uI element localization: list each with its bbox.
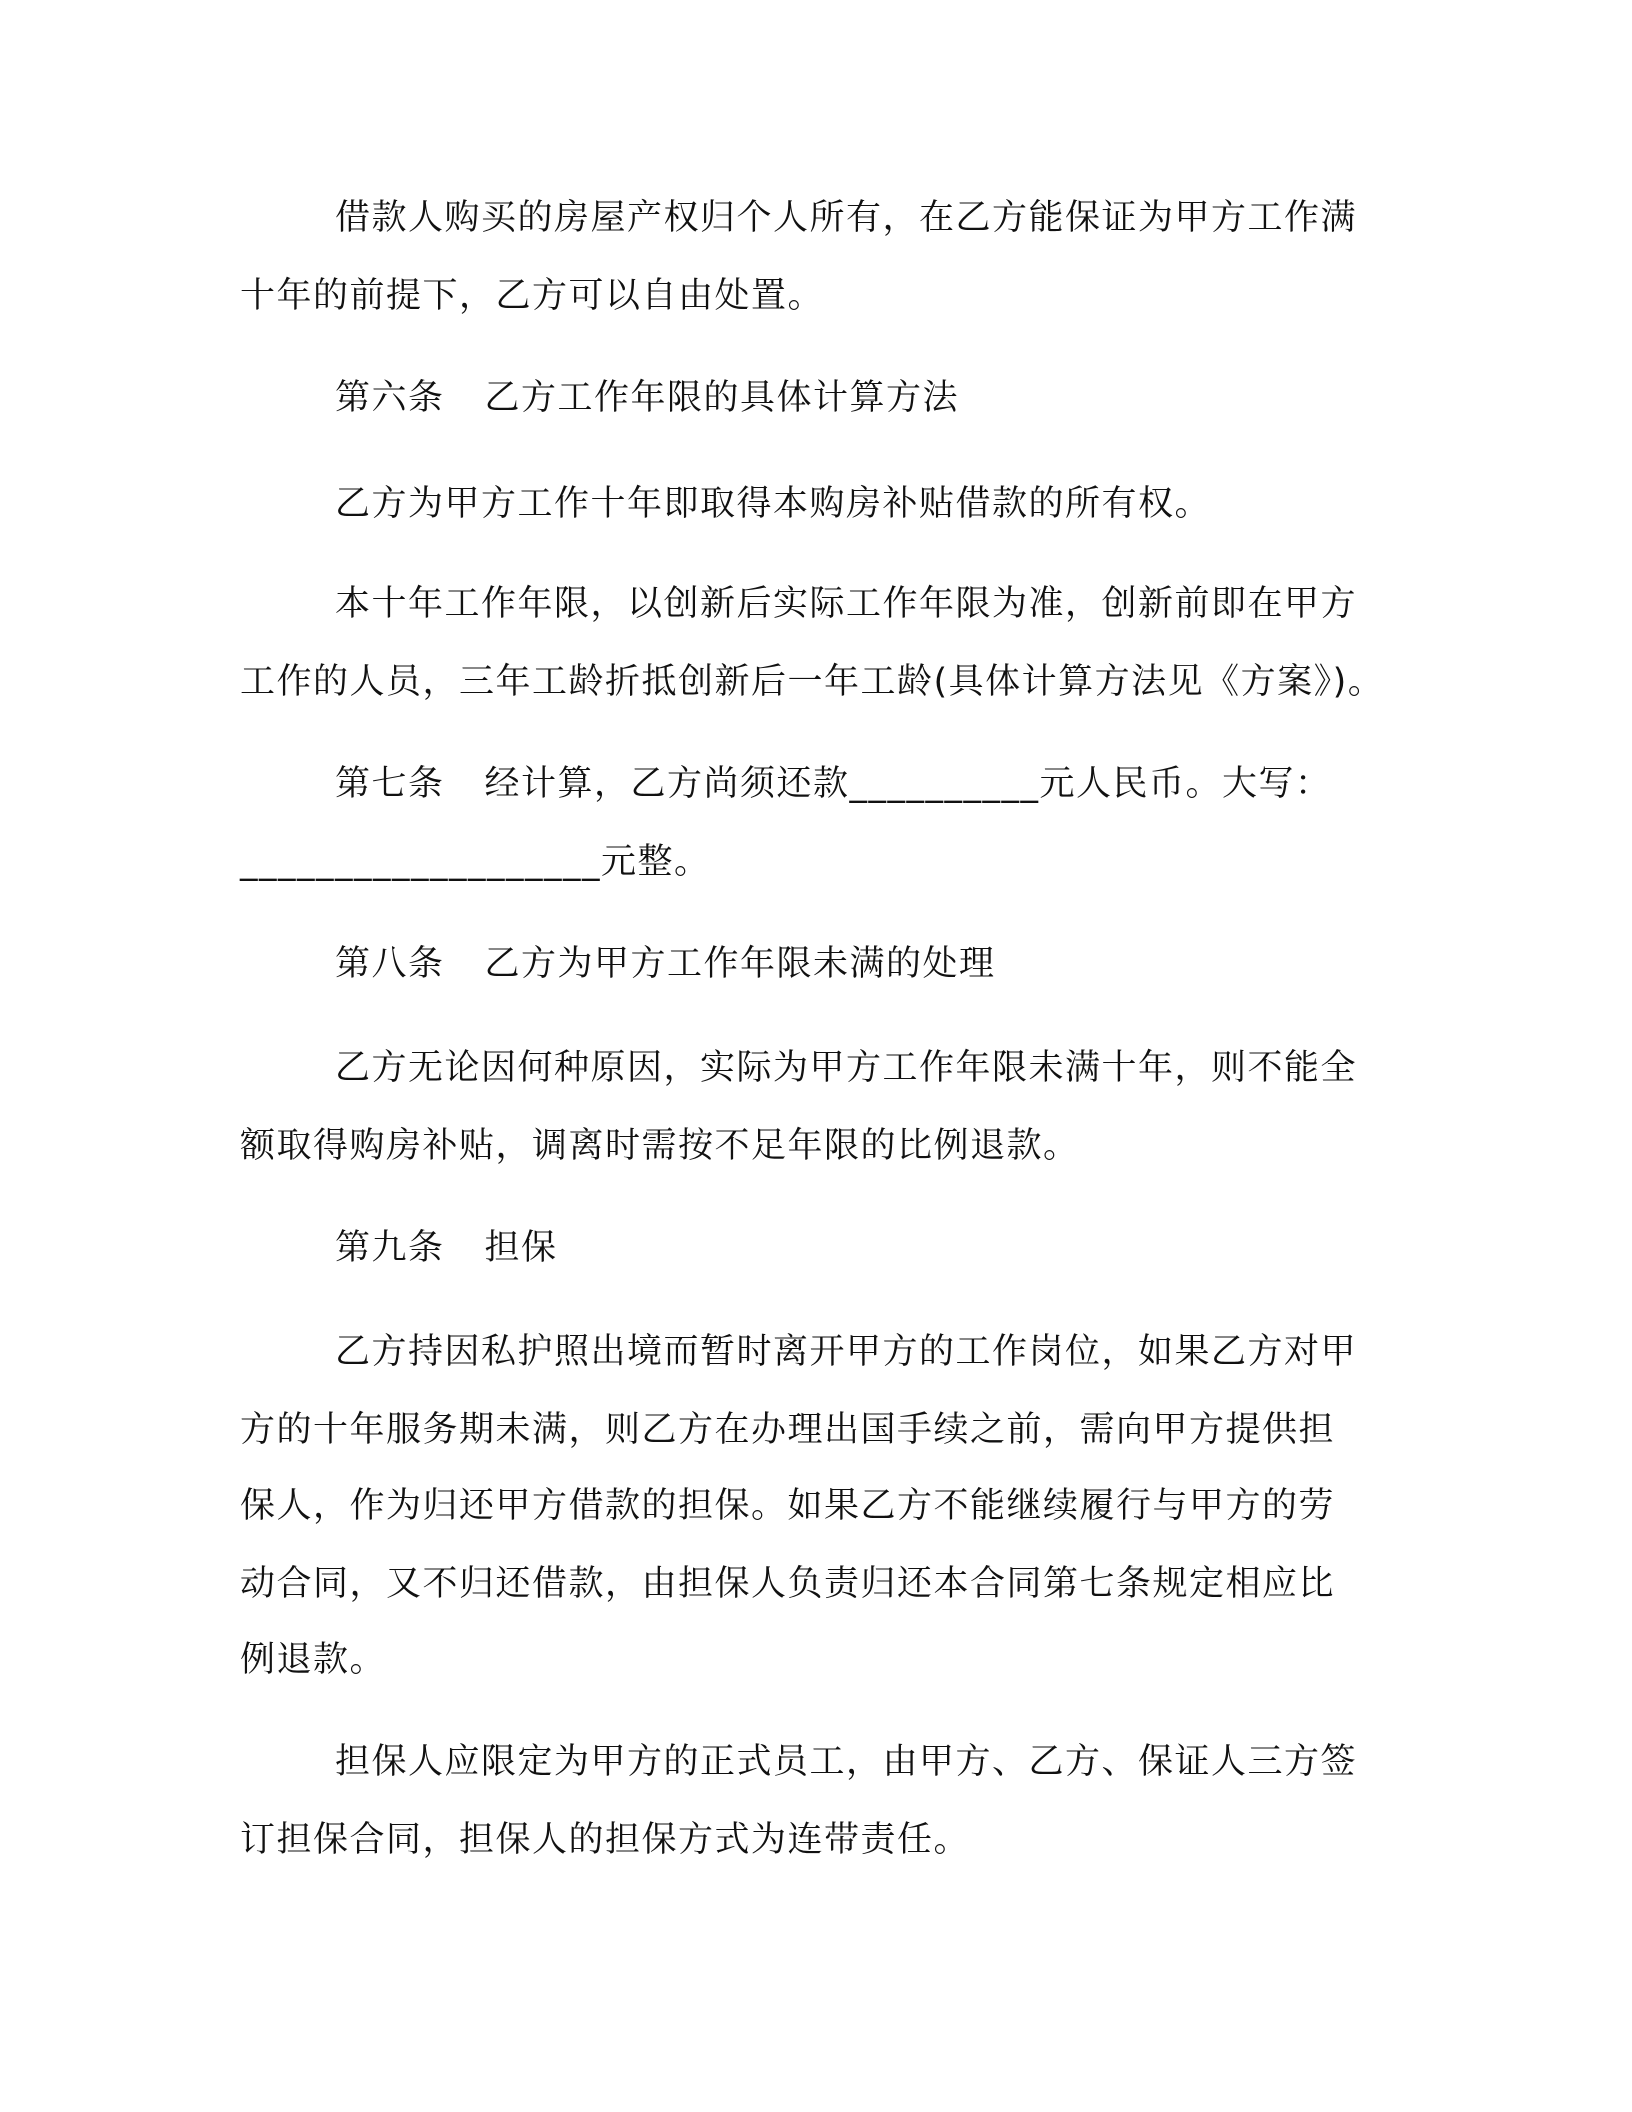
paragraph-line: 动合同，又不归还借款，由担保人负责归还本合同第七条规定相应比 — [240, 1564, 1336, 1604]
paragraph-line: 乙方为甲方工作十年即取得本购房补贴借款的所有权。 — [335, 484, 1212, 524]
article-heading-9 — [335, 1228, 558, 1268]
paragraph-line: 十年的前提下，乙方可以自由处置。 — [240, 276, 825, 316]
article-heading-6 — [335, 378, 959, 418]
article-title: 担保 — [484, 1228, 558, 1268]
paragraph-line: 例退款。 — [240, 1640, 387, 1680]
paragraph-line: ___________________元整。 — [240, 842, 711, 882]
paragraph-line: 担保人应限定为甲方的正式员工，由甲方、乙方、保证人三方签 — [335, 1742, 1358, 1782]
article-number: 第七条 — [335, 764, 445, 804]
paragraph-line: 工作的人员，三年工龄折抵创新后一年工龄(具体计算方法见《方案》)。 — [240, 662, 1385, 702]
article-title: 经计算，乙方尚须还款__________元人民币。大写： — [484, 764, 1332, 804]
paragraph-line: 保人，作为归还甲方借款的担保。如果乙方不能继续履行与甲方的劳 — [240, 1486, 1336, 1526]
article-number: 第六条 — [335, 378, 445, 418]
paragraph-line: 额取得购房补贴，调离时需按不足年限的比例退款。 — [240, 1126, 1080, 1166]
article-title: 乙方为甲方工作年限未满的处理 — [484, 944, 996, 984]
article-heading-8 — [335, 944, 996, 984]
paragraph-line: 借款人购买的房屋产权归个人所有，在乙方能保证为甲方工作满 — [335, 198, 1358, 238]
paragraph-line: 订担保合同，担保人的担保方式为连带责任。 — [240, 1820, 971, 1860]
article-heading-7 — [335, 764, 1332, 804]
paragraph-line: 本十年工作年限，以创新后实际工作年限为准，创新前即在甲方 — [335, 584, 1358, 624]
paragraph-line: 方的十年服务期未满，则乙方在办理出国手续之前，需向甲方提供担 — [240, 1410, 1336, 1450]
article-title: 乙方工作年限的具体计算方法 — [484, 378, 960, 418]
paragraph-line: 乙方持因私护照出境而暂时离开甲方的工作岗位，如果乙方对甲 — [335, 1332, 1358, 1372]
paragraph-line: 乙方无论因何种原因，实际为甲方工作年限未满十年，则不能全 — [335, 1048, 1358, 1088]
article-number: 第九条 — [335, 1228, 445, 1268]
article-number: 第八条 — [335, 944, 445, 984]
